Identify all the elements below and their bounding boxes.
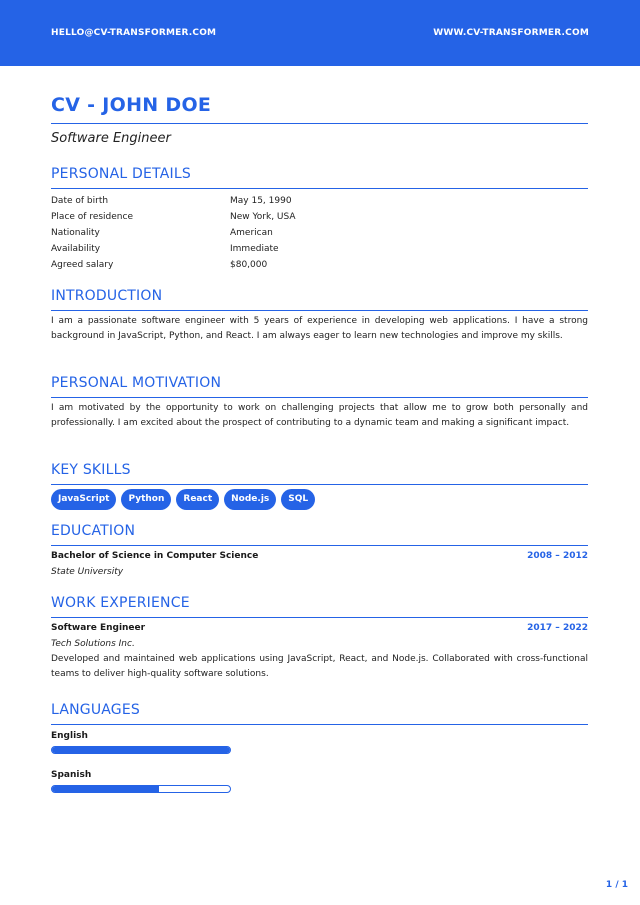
work-role: Software Engineer [51,623,146,633]
section-heading: LANGUAGES [51,702,140,718]
education-entry-header [51,549,588,564]
language-item [51,768,588,793]
section-divider [51,397,588,398]
detail-label: Agreed salary [51,260,114,270]
detail-row [51,225,588,241]
section-divider [51,617,588,618]
detail-label: Date of birth [51,196,109,206]
language-name: English [51,731,88,741]
section-heading: WORK EXPERIENCE [51,595,190,611]
detail-row [51,209,588,225]
header-email: HELLO@CV-TRANSFORMER.COM [51,28,217,38]
education-degree: Bachelor of Science in Computer Science [51,551,259,561]
language-level-bar [51,746,231,754]
section-education [51,522,588,580]
section-heading: PERSONAL DETAILS [51,166,191,182]
section-heading: EDUCATION [51,523,136,539]
introduction-text: I am a passionate software engineer with 5 years of experience in developing web applications. I have a strong background in JavaScript, Python, and React. I am always eager to learn new technologies and improve my skills. [51,316,588,341]
title-divider [51,123,588,124]
section-personal-details [51,165,588,273]
motivation-text: I am motivated by the opportunity to work on challenging projects that allow me to grow both personally and professionally. I am excited about the prospect of contributing to a dynamic team and making a significant impact. [51,403,588,428]
section-heading: PERSONAL MOTIVATION [51,375,222,391]
language-name: Spanish [51,770,92,780]
section-divider [51,310,588,311]
section-motivation [51,374,588,431]
section-heading: INTRODUCTION [51,288,163,304]
detail-value: May 15, 1990 [230,196,292,206]
section-heading: KEY SKILLS [51,462,131,478]
education-school: State University [51,567,124,577]
skill-chip: JavaScript [51,489,116,510]
job-subtitle: Software Engineer [51,131,171,146]
cv-content [51,93,588,793]
section-key-skills [51,461,588,510]
detail-label: Place of residence [51,212,133,222]
language-item [51,729,588,754]
skill-chip: Node.js [224,489,276,510]
header-bar [0,0,640,66]
header-website: WWW.CV-TRANSFORMER.COM [433,28,589,38]
section-divider [51,545,588,546]
work-description: Developed and maintained web applications using JavaScript, React, and Node.js. Collaborated with cross-functional teams to deliver high-quality software solutions. [51,654,588,679]
section-languages [51,701,588,793]
language-level-bar [51,785,231,793]
detail-row [51,193,588,209]
page-number: 1 / 1 [605,880,628,890]
education-dates: 2008 – 2012 [527,551,588,561]
section-divider [51,484,588,485]
section-work-experience [51,594,588,682]
detail-row [51,257,588,273]
detail-value: $80,000 [230,260,268,270]
detail-value: American [230,228,273,238]
work-dates: 2017 – 2022 [527,623,588,633]
section-introduction [51,287,588,344]
details-table [51,193,588,273]
detail-value: New York, USA [230,212,296,222]
skill-chip: Python [121,489,171,510]
skill-chip: SQL [281,489,315,510]
detail-label: Availability [51,244,101,254]
detail-label: Nationality [51,228,100,238]
language-level-fill [52,786,159,792]
language-level-fill [52,747,230,753]
skill-chip: React [176,489,219,510]
skill-chips [51,489,588,510]
detail-value: Immediate [230,244,279,254]
work-entry-header [51,621,588,636]
work-company: Tech Solutions Inc. [51,639,135,649]
detail-row [51,241,588,257]
section-divider [51,188,588,189]
section-divider [51,724,588,725]
page-title: CV - JOHN DOE [51,94,212,116]
